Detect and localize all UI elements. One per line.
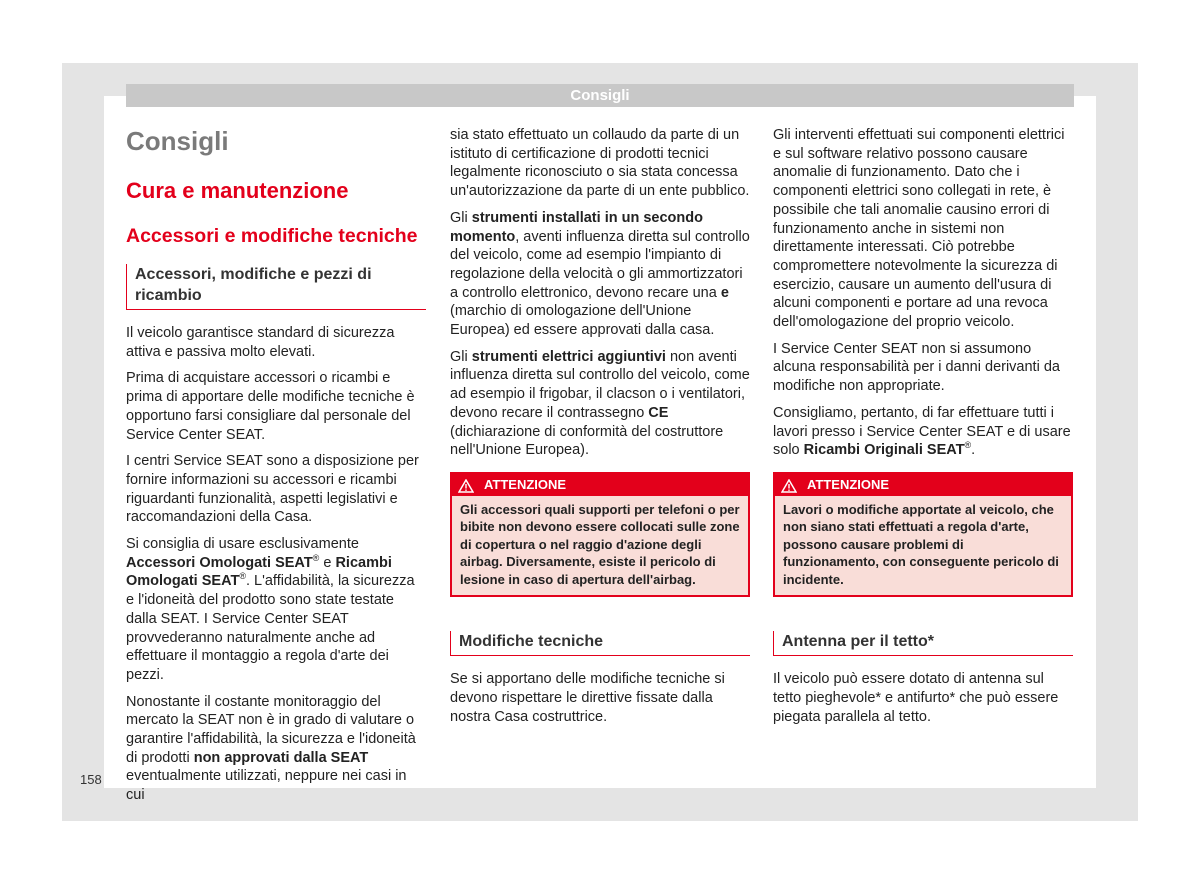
paragraph [450, 348, 750, 460]
paragraph [773, 404, 1073, 460]
warning-box [450, 472, 750, 598]
paragraph: Prima di acquistare accessori o ricambi e prima di apportare delle modifiche tecniche è opportuno farsi consigliare dal personale del Service Center SEAT. [126, 370, 415, 443]
subheading-modifiche: Modifiche tecniche [450, 631, 750, 656]
warning-label: ATTENZIONE [807, 476, 890, 492]
text-run: , aventi influenza diretta sul controllo del veicolo, come ad esempio l'impianto di regolazione della velocità o gli ammortizzatori a controllo elettronico, devono recare una [450, 228, 750, 301]
column-3 [773, 126, 1073, 735]
bold-text: e [720, 284, 729, 301]
paragraph: I centri Service SEAT sono a disposizione per fornire informazioni su accessori e ricambi riguardanti funzionalità, aspetti legislativi e raccomandazioni della Casa. [126, 453, 419, 526]
text-run: Gli [450, 209, 472, 226]
bold-text: Ricambi Originali SEAT [803, 442, 965, 459]
subsection-title: Accessori e modifiche tecniche [126, 225, 418, 247]
bold-text: strumenti elettrici aggiuntivi [471, 348, 666, 365]
text-run: (dichiarazione di conformità del costruttore nell'Unione Europea). [450, 423, 724, 459]
paragraph [126, 535, 426, 685]
bold-text: Ricambi Omologati SEAT [126, 554, 392, 590]
text-run: Si consiglia di usare esclusivamente [126, 536, 359, 553]
page-number: 158 [80, 772, 102, 787]
text-run: . L'affidabilità, la sicurezza e l'idoneità del prodotto sono state testate dalla SEAT. I Service Center SEAT provvederanno naturalmente anche ad effettuare il montaggio a regola d'arte dei pezzi. [126, 573, 415, 683]
subheading-accessori: Accessori, modifiche e pezzi di ricambio [126, 264, 426, 310]
warning-text: Lavori o modifiche apportate al veicolo, che non siano stati effettuati a regola d'arte, possono causare problemi di funzionamento, con conseguente pericolo di incidente. [775, 496, 1071, 596]
page-title: Consigli [126, 126, 229, 156]
text-run: non aventi influenza diretta sul controllo del veicolo, come ad esempio il frigobar, il clacson o i ventilatori, devono recare il contrassegno [450, 348, 750, 421]
paragraph: Il veicolo garantisce standard di sicurezza attiva e passiva molto elevati. [126, 325, 395, 360]
subheading-antenna: Antenna per il tetto* [773, 631, 1073, 656]
paragraph: Il veicolo può essere dotato di antenna sul tetto pieghevole* e antifurto* che può essere piegata parallela al tetto. [773, 671, 1059, 725]
text-run: . [971, 442, 976, 459]
text-run: eventualmente utilizzati, neppure nei casi in cui [126, 768, 407, 804]
registered-mark: ® [239, 571, 246, 582]
paragraph [126, 693, 426, 805]
warning-header [775, 474, 1071, 496]
bold-text: CE [648, 404, 669, 421]
registered-mark: ® [964, 440, 972, 451]
warning-label: ATTENZIONE [484, 476, 567, 492]
bold-text: strumenti installati in un secondo momento [450, 209, 703, 245]
registered-mark: ® [312, 552, 320, 563]
paragraph [450, 209, 750, 340]
text-run: Nonostante il costante monitoraggio del mercato la SEAT non è in grado di valutare o garantire l'affidabilità, la sicurezza e l'idoneità di prodotti [126, 693, 416, 766]
chapter-header: Consigli [126, 84, 1074, 107]
paragraph: Gli interventi effettuati sui componenti elettrici e sul software relativo possono causare anomalie di funzionamento. Dato che i componenti elettrici sono collegati in rete, è possibile che tali anomalie causino errori di funzionamento anche in sistemi non direttamente interessati. Ciò potrebbe compromettere notevolmente la sicurezza di esercizio, causare un aumento dell'usura di alcuni componenti e portare ad una revoca dell'omologazione del proprio veicolo. [773, 127, 1065, 331]
text-run: Consigliamo, pertanto, di far effettuare tutti i lavori presso i Service Center SEAT e di usare solo [773, 404, 1071, 459]
bold-text: Accessori Omologati SEAT [126, 554, 313, 571]
text-run: e [319, 554, 336, 571]
warning-triangle-icon [781, 478, 797, 492]
warning-text: Gli accessori quali supporti per telefoni o per bibite non devono essere collocati sulle zone di copertura o nel raggio d'azione degli airbag. Diversamente, esiste il pericolo di lesione in caso di apertura dell'airbag. [452, 496, 748, 596]
warning-triangle-icon [458, 478, 474, 492]
text-run: (marchio di omologazione dell'Unione Europea) ed essere approvati dalla casa. [450, 303, 715, 339]
paragraph: I Service Center SEAT non si assumono alcuna responsabilità per i danni derivanti da modifiche non appropriate. [773, 340, 1060, 395]
text-run: Gli [450, 348, 472, 365]
warning-box [773, 472, 1073, 598]
bold-text: non approvati dalla SEAT [193, 749, 369, 766]
column-2 [450, 126, 750, 735]
paragraph: sia stato effettuato un collaudo da parte di un istituto di certificazione di prodotti tecnici legalmente riconosciuto o sia stata concessa un'autorizzazione da parte di un ente pubblico. [450, 127, 750, 200]
warning-header [452, 474, 748, 496]
column-1 [126, 126, 426, 813]
section-title: Cura e manutenzione [126, 178, 349, 203]
paragraph: Se si apportano delle modifiche tecniche si devono rispettare le direttive fissate dalla nostra Casa costruttrice. [450, 671, 725, 725]
